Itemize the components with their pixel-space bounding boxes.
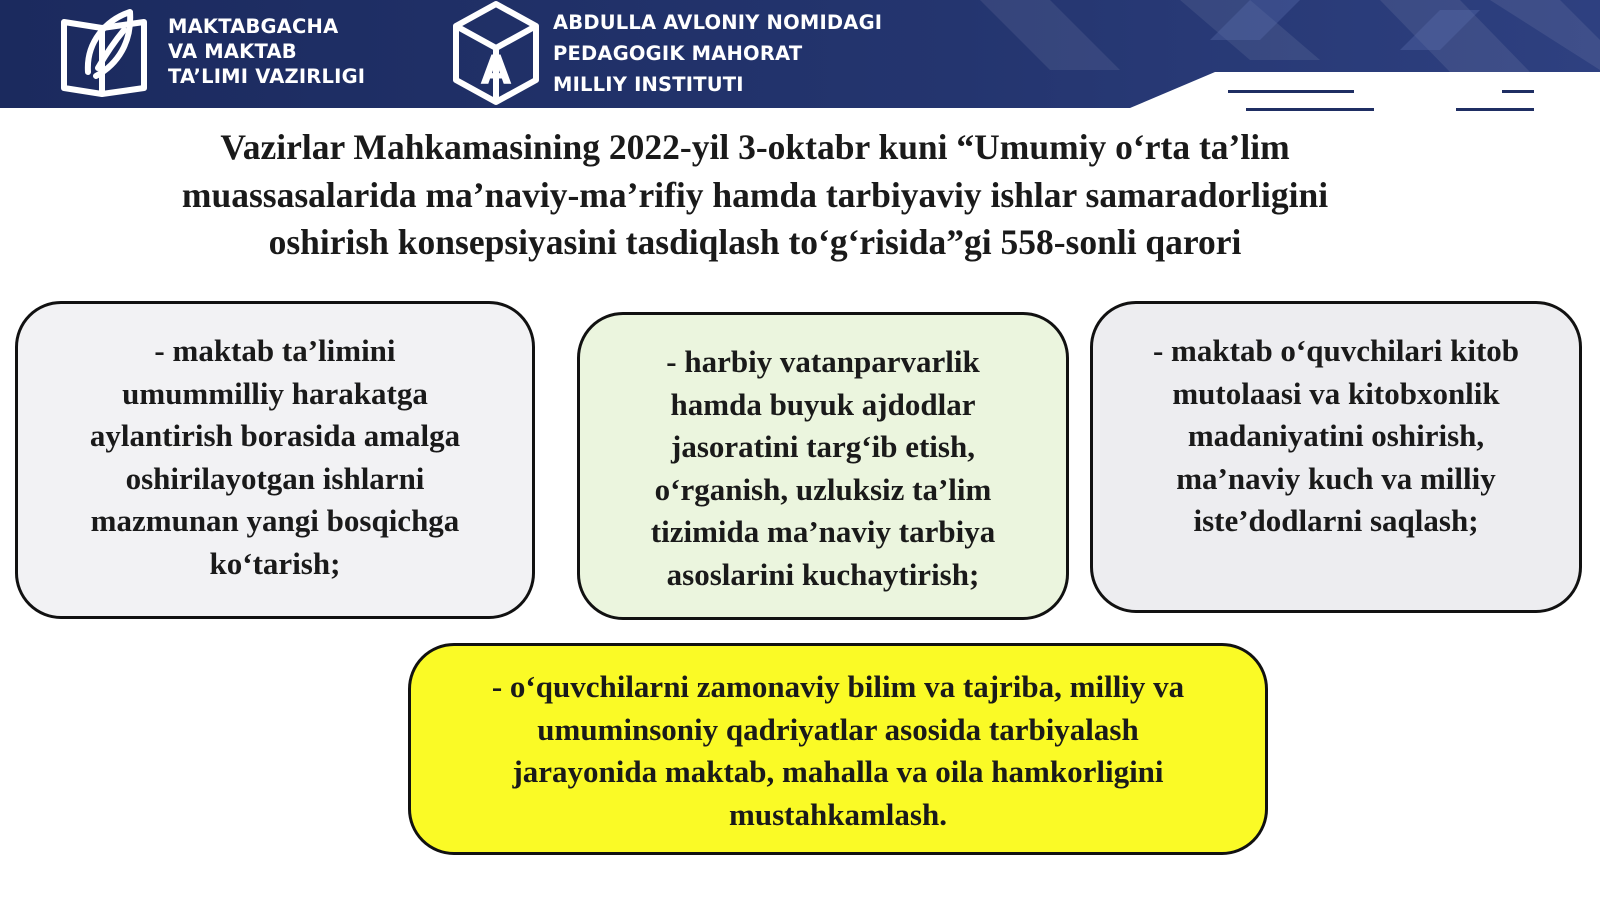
box-text-line: madaniyatini oshirish,	[1187, 418, 1485, 453]
page-title	[60, 124, 1450, 267]
box-text-line: - harbiy vatanparvarlik	[666, 344, 980, 379]
box-text-line: asoslarini kuchaytirish;	[666, 556, 980, 592]
ministry-name-line: MAKTABGACHA	[168, 15, 339, 38]
institute-name-line: ABDULLA AVLONIY NOMIDAGI	[553, 11, 883, 34]
ministry-name-line: TA’LIMI VAZIRLIGI	[168, 65, 366, 88]
box-text-line: mustahkamlash.	[729, 796, 947, 832]
box-text-line: - maktab ta’limini	[154, 333, 396, 368]
title-line: Vazirlar Mahkamasining 2022-yil 3-oktabr kuni “Umumiy o‘rta ta’lim	[220, 127, 1290, 167]
box-text-line: ko‘tarish;	[209, 545, 341, 581]
institute-name-line: MILLIY INSTITUTI	[553, 73, 744, 96]
box-text-line: mazmunan yangi bosqichga	[90, 503, 460, 538]
box-text-line: ma’naviy kuch va milliy	[1176, 460, 1496, 496]
institute-name	[553, 7, 882, 100]
ministry-name-line: VA MAKTAB	[168, 40, 297, 63]
box-text-line: aylantirish borasida amalga	[89, 418, 461, 453]
box-text	[1153, 330, 1519, 543]
box-text-line: mutolaasi va kitobxonlik	[1172, 375, 1500, 411]
concept-box-patriotism	[577, 312, 1069, 620]
box-text-line: umuminsoniy qadriyatlar asosida tarbiyalash	[537, 711, 1139, 747]
box-text-line: jarayonida maktab, mahalla va oila hamkorligini	[512, 754, 1164, 789]
institute-name-line: PEDAGOGIK MAHORAT	[553, 42, 803, 65]
title-line: oshirish konsepsiyasini tasdiqlash to‘g‘risida”gi 558-sonli qarori	[268, 222, 1242, 262]
box-text	[90, 330, 460, 585]
concept-box-cooperation	[408, 643, 1268, 855]
concept-box-reading-culture	[1090, 301, 1582, 613]
ministry-name	[168, 14, 365, 89]
concept-box-school-education	[15, 301, 535, 619]
box-text-line: o‘rganish, uzluksiz ta’lim	[654, 471, 992, 507]
title-line: muassasalarida ma’naviy-ma’rifiy hamda tarbiyaviy ishlar samaradorligini	[181, 174, 1329, 215]
decorative-lines	[1220, 86, 1540, 116]
box-text-line: - maktab o‘quvchilari kitob	[1152, 333, 1520, 368]
box-text-line: umummilliy harakatga	[122, 375, 428, 411]
box-text-line: jasoratini targ‘ib etish,	[671, 429, 975, 464]
box-text	[651, 341, 995, 596]
box-text	[492, 666, 1184, 836]
box-text-line: iste’dodlarni saqlash;	[1193, 503, 1479, 538]
box-text-line: hamda buyuk ajdodlar	[670, 386, 976, 422]
institute-logo-icon	[450, 0, 542, 108]
svg-text:A: A	[480, 48, 512, 94]
box-text-line: - o‘quvchilarni zamonaviy bilim va tajriba, milliy va	[491, 669, 1185, 704]
ministry-logo-icon	[58, 2, 150, 98]
box-text-line: oshirilayotgan ishlarni	[125, 460, 425, 496]
box-text-line: tizimida ma’naviy tarbiya	[650, 514, 996, 549]
